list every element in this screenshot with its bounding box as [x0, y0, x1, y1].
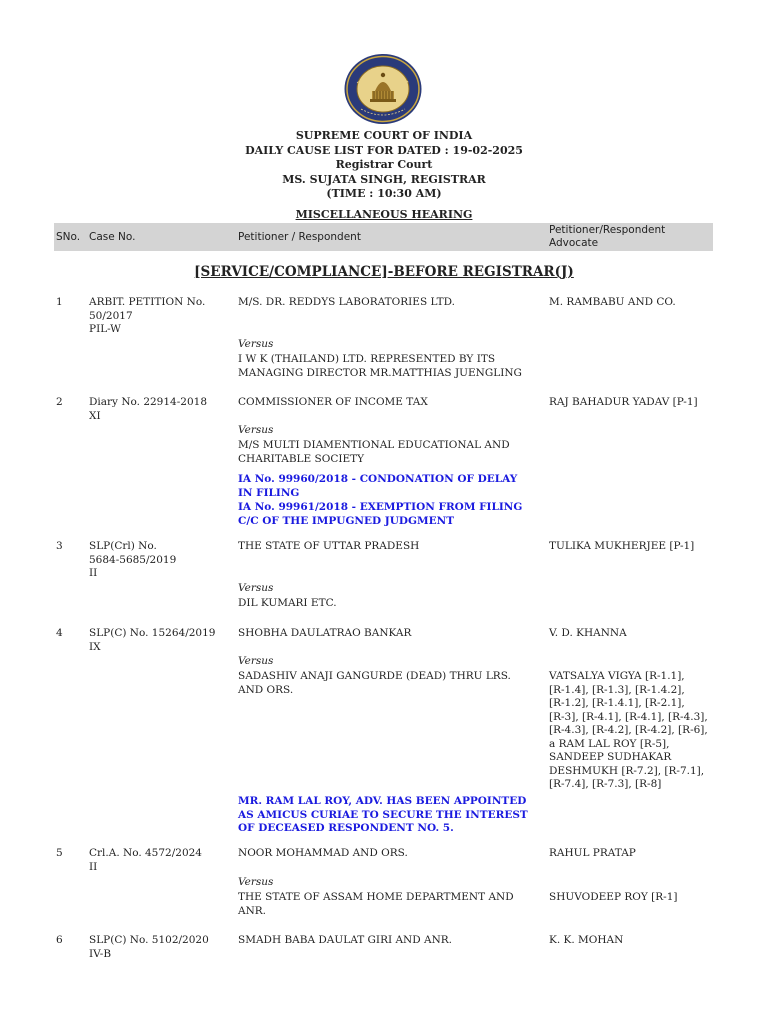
petitioner-advocate: RAJ BAHADUR YADAV [P-1]: [549, 396, 698, 408]
case-number: Crl.A. No. 4572/2024 II: [89, 847, 202, 873]
petitioner-advocate: TULIKA MUKHERJEE [P-1]: [549, 540, 695, 552]
court-type: Registrar Court: [335, 158, 433, 171]
versus-label: Versus: [238, 876, 274, 888]
ia-note: IA No. 99961/2018 - EXEMPTION FROM FILING C/C OF THE IMPUGNED JUDGMENT: [238, 501, 523, 527]
petitioner: M/S. DR. REDDYS LABORATORIES LTD.: [238, 296, 456, 308]
case-sno: 1: [56, 296, 63, 308]
petitioner-advocate: RAHUL PRATAP: [549, 847, 636, 859]
respondent: SADASHIV ANAJI GANGURDE (DEAD) THRU LRS. AND ORS.: [238, 670, 511, 696]
versus-label: Versus: [238, 338, 274, 350]
case-number: SLP(Crl) No. 5684-5685/2019 II: [89, 540, 177, 579]
hearing-type: MISCELLANEOUS HEARING: [295, 208, 473, 221]
section-title: [SERVICE/COMPLIANCE]-BEFORE REGISTRAR(J): [194, 264, 574, 280]
petitioner: COMMISSIONER OF INCOME TAX: [238, 396, 428, 408]
supreme-court-emblem: [343, 53, 423, 125]
col-sno: SNo.: [56, 231, 81, 243]
respondent: I W K (THAILAND) LTD. REPRESENTED BY ITS MANAGING DIRECTOR MR.MATTHIAS JUENGLING: [238, 353, 522, 379]
col-advocate-line2: Advocate: [549, 237, 599, 249]
petitioner-advocate: K. K. MOHAN: [549, 934, 624, 946]
petitioner: SMADH BABA DAULAT GIRI AND ANR.: [238, 934, 453, 946]
versus-label: Versus: [238, 655, 274, 667]
respondent-advocate: SHUVODEEP ROY [R-1]: [549, 891, 678, 903]
respondent: THE STATE OF ASSAM HOME DEPARTMENT AND ANR.: [238, 891, 514, 917]
col-case-no: Case No.: [89, 231, 136, 243]
respondent: M/S MULTI DIAMENTIONAL EDUCATIONAL AND CHARITABLE SOCIETY: [238, 439, 510, 465]
case-number: SLP(C) No. 5102/2020 IV-B: [89, 934, 209, 960]
case-number: ARBIT. PETITION No. 50/2017 PIL-W: [89, 296, 206, 335]
ia-note: IA No. 99960/2018 - CONDONATION OF DELAY IN FILING: [238, 473, 518, 499]
case-sno: 3: [56, 540, 63, 552]
hearing-time: (TIME : 10:30 AM): [326, 187, 442, 200]
case-number: SLP(C) No. 15264/2019 IX: [89, 627, 216, 653]
case-sno: 5: [56, 847, 63, 859]
col-advocate-line1: Petitioner/Respondent: [549, 224, 666, 236]
petitioner-advocate: V. D. KHANNA: [549, 627, 627, 639]
amicus-note: MR. RAM LAL ROY, ADV. HAS BEEN APPOINTED AS AMICUS CURIAE TO SECURE THE INTEREST OF DECEASED RESPONDENT NO. 5.: [238, 795, 528, 834]
case-sno: 2: [56, 396, 63, 408]
case-sno: 6: [56, 934, 63, 946]
respondent-advocate: VATSALYA VIGYA [R-1.1], [R-1.4], [R-1.3], [R-1.4.2], [R-1.2], [R-1.4.1], [R-2.1], [R-3], [R-4.1], [R-4.1], [R-4.3], [R-4.3], [R-4.2], [R-4.2], [R-6], a RAM LAL ROY [R-5], SANDEEP SUDHAKAR DESHMUKH [R-7.2], [R-7.1], [R-7.4], [R-7.3], [R-8]: [549, 670, 708, 790]
column-header-bar: [54, 223, 713, 251]
petitioner: THE STATE OF UTTAR PRADESH: [238, 540, 420, 552]
registrar-name: MS. SUJATA SINGH, REGISTRAR: [282, 172, 486, 186]
case-number: Diary No. 22914-2018 XI: [89, 396, 207, 422]
petitioner: SHOBHA DAULATRAO BANKAR: [238, 627, 412, 639]
versus-label: Versus: [238, 424, 274, 436]
petitioner-advocate: M. RAMBABU AND CO.: [549, 296, 676, 308]
respondent: DIL KUMARI ETC.: [238, 597, 337, 609]
cause-list-title: DAILY CAUSE LIST FOR DATED : 19-02-2025: [245, 143, 523, 157]
col-parties: Petitioner / Respondent: [238, 231, 361, 243]
case-sno: 4: [56, 627, 63, 639]
versus-label: Versus: [238, 582, 274, 594]
header-block: [0, 129, 768, 202]
court-name: SUPREME COURT OF INDIA: [295, 129, 473, 142]
petitioner: NOOR MOHAMMAD AND ORS.: [238, 847, 408, 859]
